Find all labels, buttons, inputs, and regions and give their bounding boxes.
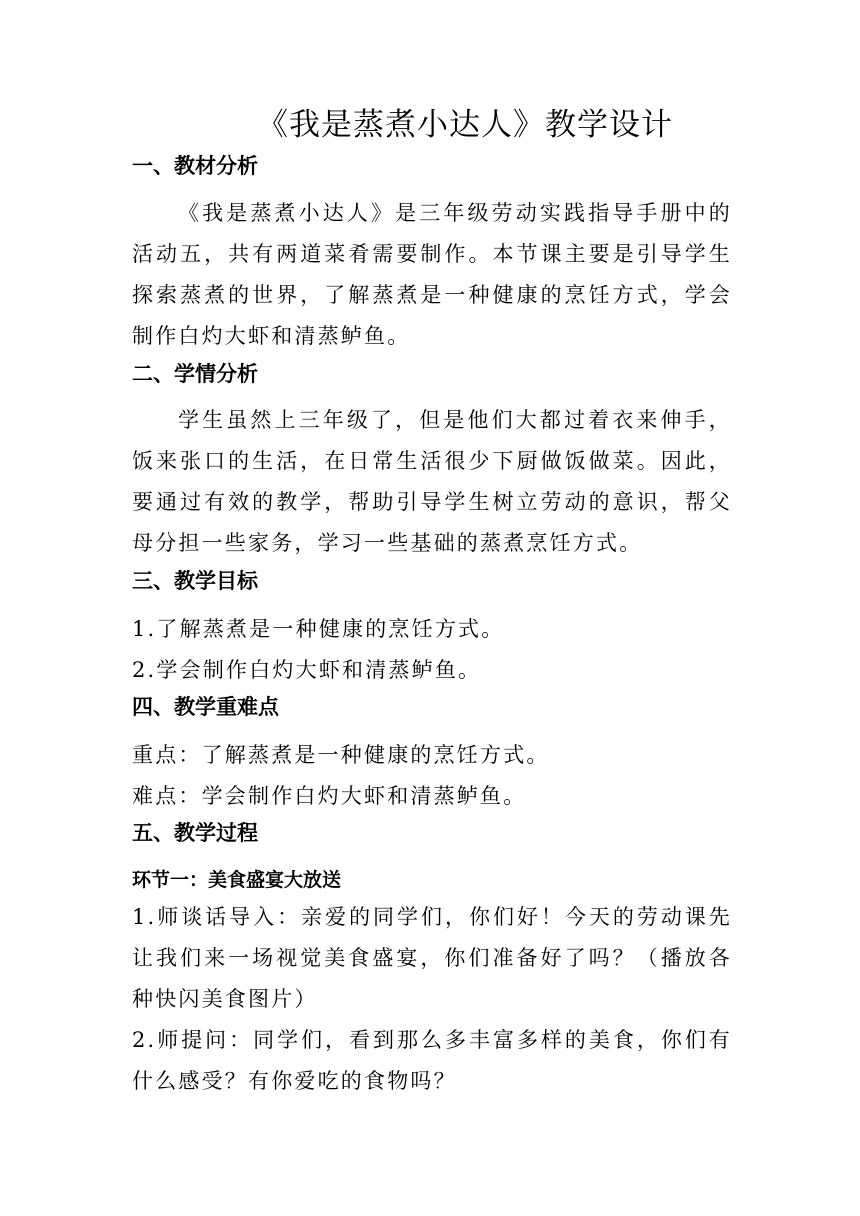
section-heading-teaching-process: 五、教学过程 (132, 821, 258, 845)
subheading-stage-one: 环节一：美食盛宴大放送 (132, 869, 342, 891)
key-point: 重点：了解蒸煮是一种健康的烹饪方式。 (132, 743, 550, 767)
paragraph-textbook-analysis: 《我是蒸煮小达人》是三年级劳动实践指导手册中的活动五，共有两道菜肴需要制作。本节课主要是引导学生探索蒸煮的世界，了解蒸煮是一种健康的烹饪方式，学会制作白灼大虾和清蒸鲈鱼。 (132, 201, 732, 348)
goal-item-2: 2.学会制作白灼大虾和清蒸鲈鱼。 (132, 658, 482, 682)
section-heading-key-points: 四、教学重难点 (132, 695, 279, 719)
document-title: 《我是蒸煮小达人》教学设计 (257, 107, 673, 143)
difficult-point: 难点：学会制作白灼大虾和清蒸鲈鱼。 (132, 784, 527, 808)
section-heading-student-analysis: 二、学情分析 (132, 362, 258, 386)
paragraph-question: 2.师提问：同学们，看到那么多丰富多样的美食，你们有什么感受？有你爱吃的食物吗？ (132, 1028, 732, 1093)
section-heading-teaching-goals: 三、教学目标 (132, 569, 258, 593)
paragraph-intro: 1.师谈话导入：亲爱的同学们，你们好！今天的劳动课先让我们来一场视觉美食盛宴，你们准备好了吗？（播放各种快闪美食图片） (132, 905, 732, 1011)
paragraph-student-analysis: 学生虽然上三年级了，但是他们大都过着衣来伸手，饭来张口的生活，在日常生活很少下厨做饭做菜。因此，要通过有效的教学，帮助引导学生树立劳动的意识，帮父母分担一些家务，学习一些基础的蒸煮烹饪方式。 (132, 408, 732, 555)
goal-item-1: 1.了解蒸煮是一种健康的烹饪方式。 (132, 617, 505, 641)
section-heading-textbook-analysis: 一、教材分析 (132, 154, 258, 178)
